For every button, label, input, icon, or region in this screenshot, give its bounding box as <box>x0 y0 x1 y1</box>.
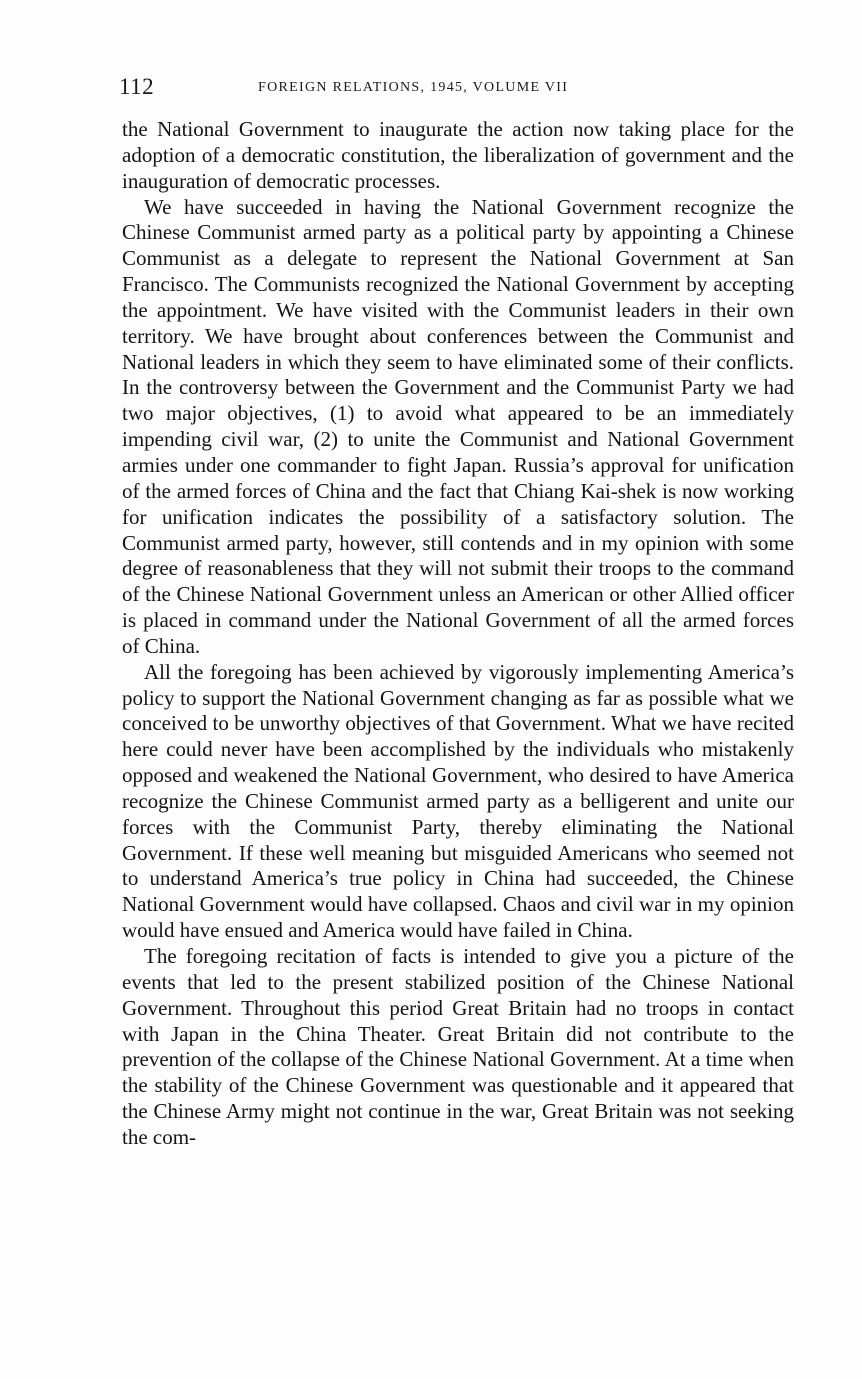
paragraph-recognition: We have succeeded in having the National Government recognize the Chinese Communist armed party as a political party by appointing a Chinese Communist as a delegate to represent the National Government at San Francisco. The Communists recognized the National Government by accepting the appointment. We have visited with the Communist leaders in their own territory. We have brought about conferences between the Communist and National leaders in which they seem to have eliminated some of their conflicts. In the controversy between the Government and the Communist Party we had two major objectives, (1) to avoid what appeared to be an immediately impending civil war, (2) to unite the Communist and National Government armies under one commander to fight Japan. Russia’s approval for unification of the armed forces of China and the fact that Chiang Kai-shek is now working for unification indicates the possibility of a satisfactory solution. The Communist armed party, however, still contends and in my opinion with some degree of reasonableness that they will not submit their troops to the command of the Chinese National Government unless an American or other Allied officer is placed in command under the National Government of all the armed forces of China. <box>122 194 794 658</box>
paragraph-great-britain: The foregoing recitation of facts is intended to give you a picture of the events that led to the present stabilized position of the Chinese National Government. Throughout this period Great Britain had no troops in contact with Japan in the China Theater. Great Britain did not contribute to the prevention of the collapse of the Chinese National Government. At a time when the stability of the Chinese Government was questionable and it appeared that the Chinese Army might not continue in the war, Great Britain was not seeking the com- <box>122 944 794 1149</box>
running-head <box>119 74 793 104</box>
volume-title: FOREIGN RELATIONS, 1945, VOLUME VII <box>258 80 569 95</box>
page-number: 112 <box>119 74 155 99</box>
paragraph-continuation: the National Government to inaugurate the action now taking place for the adoption of a democratic constitution, the liberalization of government and the inauguration of democratic processes. <box>122 117 794 193</box>
body-text <box>122 117 794 1151</box>
paragraph-policy: All the foregoing has been achieved by vigorously implementing America’s policy to support the National Government changing as far as possible what we conceived to be unworthy objectives of that Government. What we have recited here could never have been accomplished by the individuals who mistakenly opposed and weakened the National Government, who desired to have America recognize the Chinese Communist armed party as a belligerent and unite our forces with the Communist Party, thereby eliminating the National Government. If these well meaning but misguided Americans who seemed not to understand America’s true policy in China had succeeded, the Chinese National Government would have collapsed. Chaos and civil war in my opinion would have ensued and America would have failed in China. <box>122 659 794 943</box>
